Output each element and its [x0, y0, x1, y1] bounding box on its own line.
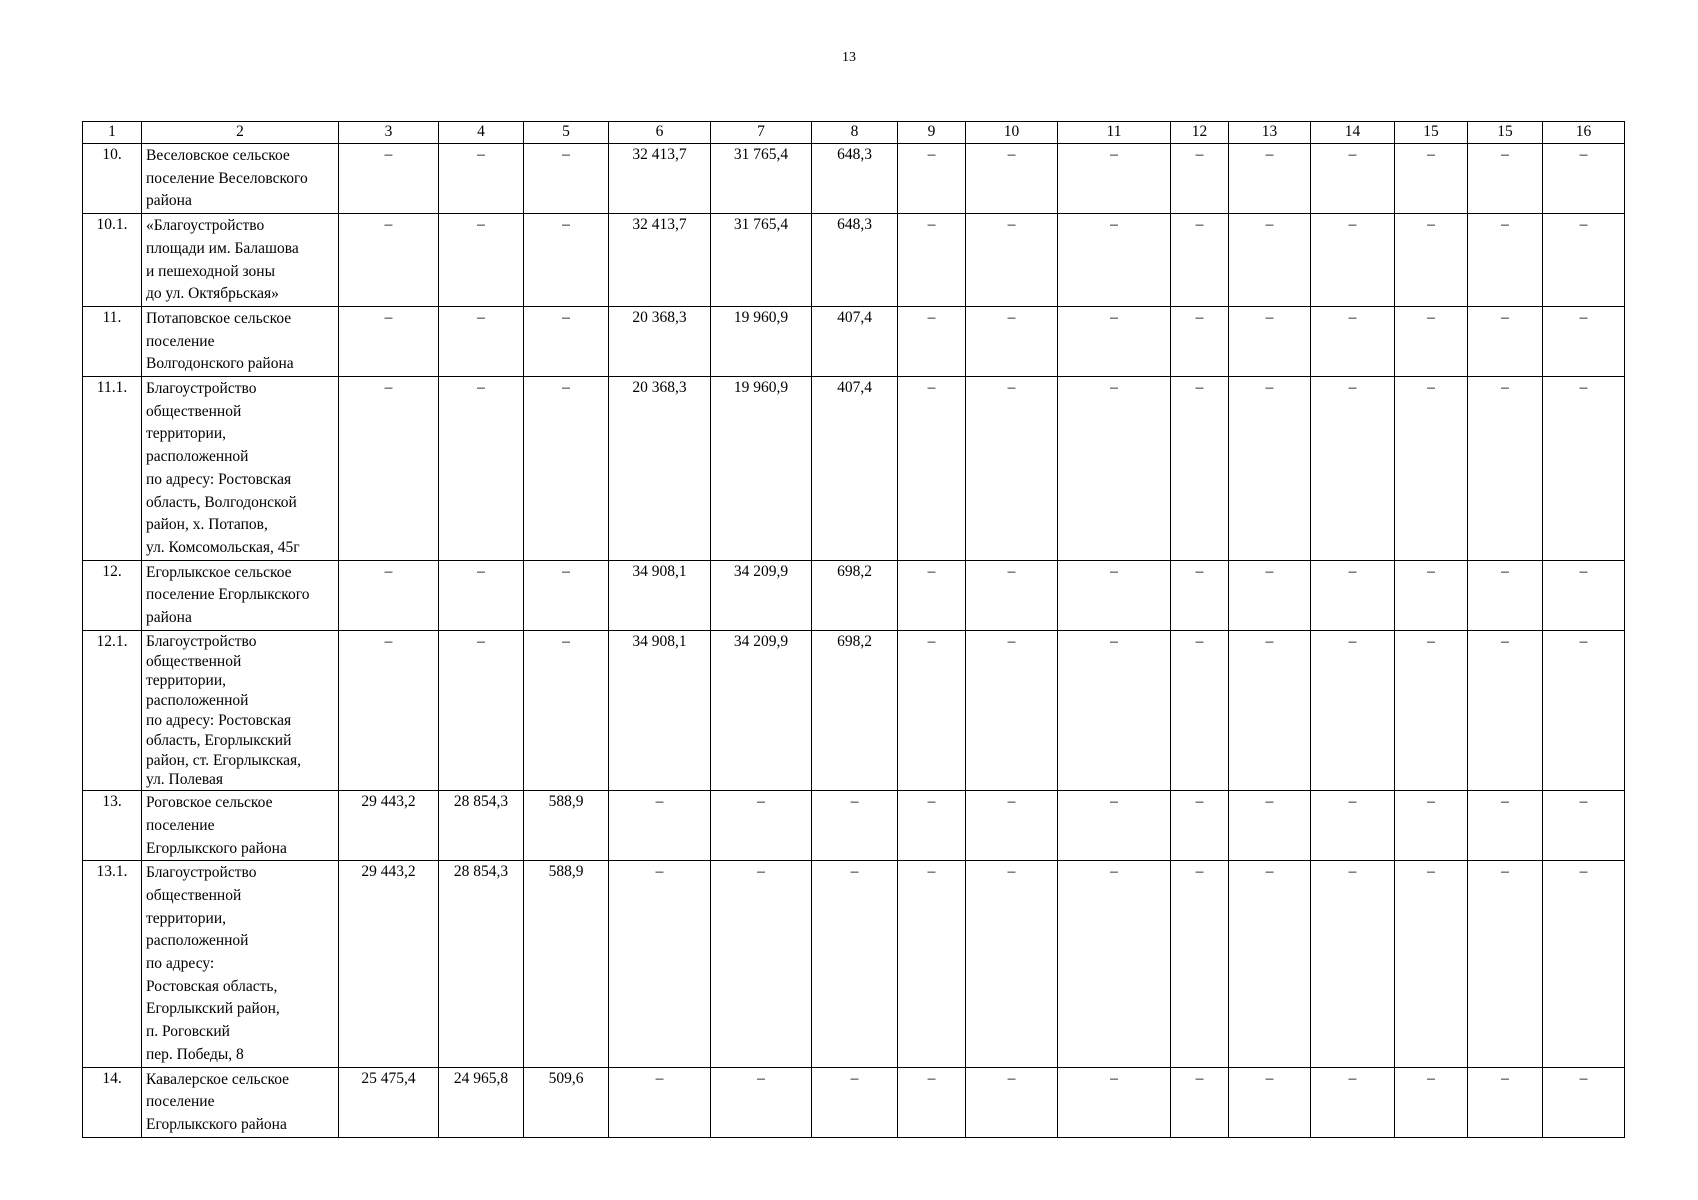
- value-cell: –: [1468, 861, 1543, 1067]
- value-cell: –: [711, 1067, 812, 1137]
- value-cell: 25 475,4: [339, 1067, 439, 1137]
- header-cell: 10: [966, 122, 1058, 144]
- value-cell: –: [439, 377, 524, 561]
- header-cell: 9: [898, 122, 966, 144]
- value-cell: –: [1058, 1067, 1171, 1137]
- row-number: 13.1.: [83, 861, 142, 1067]
- value-cell: 34 209,9: [711, 560, 812, 630]
- header-cell: 15: [1395, 122, 1468, 144]
- value-cell: 19 960,9: [711, 306, 812, 376]
- header-cell: 11: [1058, 122, 1171, 144]
- value-cell: –: [966, 560, 1058, 630]
- value-cell: –: [898, 861, 966, 1067]
- row-name-line: пер. Победы, 8: [146, 1045, 244, 1063]
- row-name-line: ул. Полевая: [146, 771, 224, 789]
- row-name-line: п. Роговский: [146, 1023, 230, 1041]
- row-number: 10.1.: [83, 214, 142, 307]
- row-name-line: расположенной: [146, 448, 249, 466]
- value-cell: –: [1543, 791, 1625, 861]
- value-cell: –: [1058, 306, 1171, 376]
- table-row: [83, 1067, 1625, 1137]
- row-name-line: площади им. Балашова: [146, 239, 299, 257]
- row-name-line: до ул. Октябрьская»: [146, 285, 279, 303]
- data-table: [82, 121, 1625, 1138]
- value-cell: –: [898, 214, 966, 307]
- row-name: [142, 1067, 339, 1137]
- value-cell: –: [439, 630, 524, 790]
- value-cell: –: [1468, 630, 1543, 790]
- value-cell: 698,2: [812, 630, 898, 790]
- value-cell: 588,9: [524, 791, 609, 861]
- value-cell: 34 908,1: [609, 630, 711, 790]
- value-cell: –: [1311, 560, 1395, 630]
- value-cell: 28 854,3: [439, 861, 524, 1067]
- row-name-line: область, Волгодонской: [146, 493, 297, 511]
- header-cell: 2: [142, 122, 339, 144]
- value-cell: –: [898, 630, 966, 790]
- value-cell: –: [1171, 630, 1229, 790]
- value-cell: –: [524, 560, 609, 630]
- row-name-line: область, Егорлыкский: [146, 731, 292, 749]
- row-number: 11.: [83, 306, 142, 376]
- value-cell: –: [1171, 144, 1229, 214]
- value-cell: –: [1395, 306, 1468, 376]
- row-name-line: ул. Комсомольская, 45г: [146, 538, 300, 556]
- value-cell: –: [439, 214, 524, 307]
- value-cell: –: [1058, 630, 1171, 790]
- value-cell: –: [1058, 144, 1171, 214]
- value-cell: –: [966, 214, 1058, 307]
- value-cell: –: [898, 560, 966, 630]
- row-name-line: района: [146, 609, 192, 627]
- value-cell: –: [898, 377, 966, 561]
- value-cell: –: [1311, 214, 1395, 307]
- value-cell: –: [1395, 214, 1468, 307]
- row-name-line: район, ст. Егорлыкская,: [146, 751, 302, 769]
- value-cell: –: [339, 377, 439, 561]
- row-name-line: расположенной: [146, 692, 249, 710]
- row-name: [142, 144, 339, 214]
- value-cell: –: [339, 306, 439, 376]
- value-cell: 34 908,1: [609, 560, 711, 630]
- value-cell: –: [1311, 791, 1395, 861]
- value-cell: –: [1468, 306, 1543, 376]
- value-cell: –: [524, 630, 609, 790]
- row-name-line: Егорлыкского района: [146, 1115, 287, 1133]
- value-cell: –: [339, 630, 439, 790]
- row-name-line: района: [146, 192, 192, 210]
- value-cell: 31 765,4: [711, 144, 812, 214]
- header-cell: 13: [1229, 122, 1311, 144]
- value-cell: –: [609, 1067, 711, 1137]
- header-cell: 12: [1171, 122, 1229, 144]
- row-name-line: поселение: [146, 332, 215, 350]
- header-cell: 4: [439, 122, 524, 144]
- value-cell: –: [1468, 560, 1543, 630]
- value-cell: 407,4: [812, 377, 898, 561]
- row-name-line: Благоустройство: [146, 380, 257, 398]
- row-name: [142, 306, 339, 376]
- value-cell: 28 854,3: [439, 791, 524, 861]
- value-cell: –: [439, 306, 524, 376]
- value-cell: –: [1543, 560, 1625, 630]
- value-cell: 32 413,7: [609, 144, 711, 214]
- row-name-line: Егорлыкское сельское: [146, 563, 292, 581]
- row-name-line: территории,: [146, 672, 226, 690]
- row-number: 12.: [83, 560, 142, 630]
- value-cell: –: [1171, 377, 1229, 561]
- value-cell: –: [1229, 1067, 1311, 1137]
- value-cell: –: [524, 306, 609, 376]
- row-name-line: район, х. Потапов,: [146, 516, 268, 534]
- row-name-line: Роговское сельское: [146, 794, 273, 812]
- value-cell: –: [1058, 560, 1171, 630]
- value-cell: –: [1543, 861, 1625, 1067]
- value-cell: 20 368,3: [609, 377, 711, 561]
- value-cell: –: [609, 861, 711, 1067]
- value-cell: –: [1543, 1067, 1625, 1137]
- row-number: 13.: [83, 791, 142, 861]
- value-cell: –: [1229, 560, 1311, 630]
- value-cell: –: [1543, 144, 1625, 214]
- value-cell: –: [1171, 306, 1229, 376]
- value-cell: –: [1468, 791, 1543, 861]
- header-cell: 14: [1311, 122, 1395, 144]
- value-cell: –: [524, 214, 609, 307]
- value-cell: 648,3: [812, 214, 898, 307]
- value-cell: –: [1171, 560, 1229, 630]
- value-cell: –: [898, 791, 966, 861]
- header-cell: 15: [1468, 122, 1543, 144]
- row-number: 11.1.: [83, 377, 142, 561]
- value-cell: –: [439, 144, 524, 214]
- table-row: [83, 630, 1625, 790]
- value-cell: –: [812, 861, 898, 1067]
- value-cell: 31 765,4: [711, 214, 812, 307]
- value-cell: –: [1058, 791, 1171, 861]
- table-row: [83, 791, 1625, 861]
- row-name-line: Благоустройство: [146, 632, 257, 650]
- value-cell: –: [711, 791, 812, 861]
- row-name: [142, 630, 339, 790]
- value-cell: –: [1311, 861, 1395, 1067]
- table-row: [83, 861, 1625, 1067]
- value-cell: –: [1171, 791, 1229, 861]
- row-name-line: Волгодонского района: [146, 355, 294, 373]
- value-cell: –: [1229, 377, 1311, 561]
- header-cell: 6: [609, 122, 711, 144]
- row-name-line: общественной: [146, 886, 242, 904]
- row-name-line: и пешеходной зоны: [146, 262, 276, 280]
- row-name: [142, 791, 339, 861]
- table-row: [83, 560, 1625, 630]
- value-cell: 648,3: [812, 144, 898, 214]
- value-cell: 20 368,3: [609, 306, 711, 376]
- header-cell: 3: [339, 122, 439, 144]
- value-cell: –: [1311, 144, 1395, 214]
- header-cell: 8: [812, 122, 898, 144]
- value-cell: –: [898, 1067, 966, 1137]
- value-cell: –: [1543, 377, 1625, 561]
- value-cell: –: [812, 1067, 898, 1137]
- value-cell: –: [898, 144, 966, 214]
- value-cell: –: [1395, 861, 1468, 1067]
- value-cell: 29 443,2: [339, 861, 439, 1067]
- value-cell: –: [1171, 214, 1229, 307]
- table-row: [83, 377, 1625, 561]
- row-name-line: Кавалерское сельское: [146, 1070, 290, 1088]
- value-cell: –: [1468, 144, 1543, 214]
- value-cell: –: [1395, 377, 1468, 561]
- header-row: [83, 122, 1625, 144]
- value-cell: –: [339, 560, 439, 630]
- row-name-line: расположенной: [146, 932, 249, 950]
- row-name-line: Ростовская область,: [146, 977, 278, 995]
- row-number: 14.: [83, 1067, 142, 1137]
- row-name-line: Потаповское сельское: [146, 309, 292, 327]
- value-cell: –: [1058, 214, 1171, 307]
- value-cell: –: [1311, 306, 1395, 376]
- row-name-line: Благоустройство: [146, 864, 257, 882]
- value-cell: –: [966, 1067, 1058, 1137]
- value-cell: 509,6: [524, 1067, 609, 1137]
- value-cell: 19 960,9: [711, 377, 812, 561]
- table-row: [83, 306, 1625, 376]
- value-cell: 698,2: [812, 560, 898, 630]
- value-cell: –: [1395, 560, 1468, 630]
- table-row: [83, 214, 1625, 307]
- row-name-line: поселение Веселовского: [146, 169, 308, 187]
- value-cell: –: [1311, 1067, 1395, 1137]
- value-cell: –: [1058, 377, 1171, 561]
- row-name-line: общественной: [146, 402, 242, 420]
- row-name-line: Егорлыкского района: [146, 839, 287, 857]
- row-name: [142, 861, 339, 1067]
- value-cell: –: [1229, 306, 1311, 376]
- value-cell: –: [524, 144, 609, 214]
- value-cell: –: [609, 791, 711, 861]
- value-cell: –: [711, 861, 812, 1067]
- value-cell: –: [1543, 630, 1625, 790]
- value-cell: –: [1229, 214, 1311, 307]
- value-cell: –: [966, 791, 1058, 861]
- row-number: 10.: [83, 144, 142, 214]
- header-cell: 5: [524, 122, 609, 144]
- value-cell: 29 443,2: [339, 791, 439, 861]
- value-cell: –: [966, 306, 1058, 376]
- row-name: [142, 560, 339, 630]
- value-cell: –: [1058, 861, 1171, 1067]
- value-cell: –: [339, 144, 439, 214]
- row-name-line: «Благоустройство: [146, 217, 265, 235]
- value-cell: –: [1395, 1067, 1468, 1137]
- value-cell: –: [1171, 1067, 1229, 1137]
- row-name: [142, 377, 339, 561]
- value-cell: –: [1229, 791, 1311, 861]
- row-name-line: поселение Егорлыкского: [146, 586, 310, 604]
- value-cell: 32 413,7: [609, 214, 711, 307]
- value-cell: –: [812, 791, 898, 861]
- value-cell: –: [966, 377, 1058, 561]
- table-row: [83, 144, 1625, 214]
- row-name-line: поселение: [146, 1093, 215, 1111]
- value-cell: –: [439, 560, 524, 630]
- value-cell: –: [966, 861, 1058, 1067]
- header-cell: 7: [711, 122, 812, 144]
- row-name-line: общественной: [146, 652, 242, 670]
- value-cell: –: [1395, 630, 1468, 790]
- value-cell: –: [1229, 144, 1311, 214]
- value-cell: –: [1229, 861, 1311, 1067]
- value-cell: 24 965,8: [439, 1067, 524, 1137]
- header-cell: 1: [83, 122, 142, 144]
- value-cell: –: [1229, 630, 1311, 790]
- value-cell: 407,4: [812, 306, 898, 376]
- value-cell: 588,9: [524, 861, 609, 1067]
- row-name-line: Егорлыкский район,: [146, 1000, 280, 1018]
- value-cell: –: [1171, 861, 1229, 1067]
- value-cell: –: [1543, 306, 1625, 376]
- value-cell: –: [1311, 630, 1395, 790]
- value-cell: –: [1543, 214, 1625, 307]
- value-cell: –: [966, 630, 1058, 790]
- value-cell: 34 209,9: [711, 630, 812, 790]
- row-number: 12.1.: [83, 630, 142, 790]
- row-name: [142, 214, 339, 307]
- row-name-line: поселение: [146, 816, 215, 834]
- value-cell: –: [524, 377, 609, 561]
- header-cell: 16: [1543, 122, 1625, 144]
- page-number: 13: [842, 50, 856, 65]
- value-cell: –: [1468, 377, 1543, 561]
- value-cell: –: [1468, 1067, 1543, 1137]
- value-cell: –: [898, 306, 966, 376]
- value-cell: –: [966, 144, 1058, 214]
- value-cell: –: [1468, 214, 1543, 307]
- row-name-line: территории,: [146, 909, 226, 927]
- value-cell: –: [1395, 791, 1468, 861]
- row-name-line: по адресу: Ростовская: [146, 470, 292, 488]
- value-cell: –: [339, 214, 439, 307]
- row-name-line: территории,: [146, 425, 226, 443]
- row-name-line: по адресу:: [146, 955, 215, 973]
- value-cell: –: [1311, 377, 1395, 561]
- row-name-line: Веселовское сельское: [146, 147, 290, 164]
- value-cell: –: [1395, 144, 1468, 214]
- row-name-line: по адресу: Ростовская: [146, 711, 292, 729]
